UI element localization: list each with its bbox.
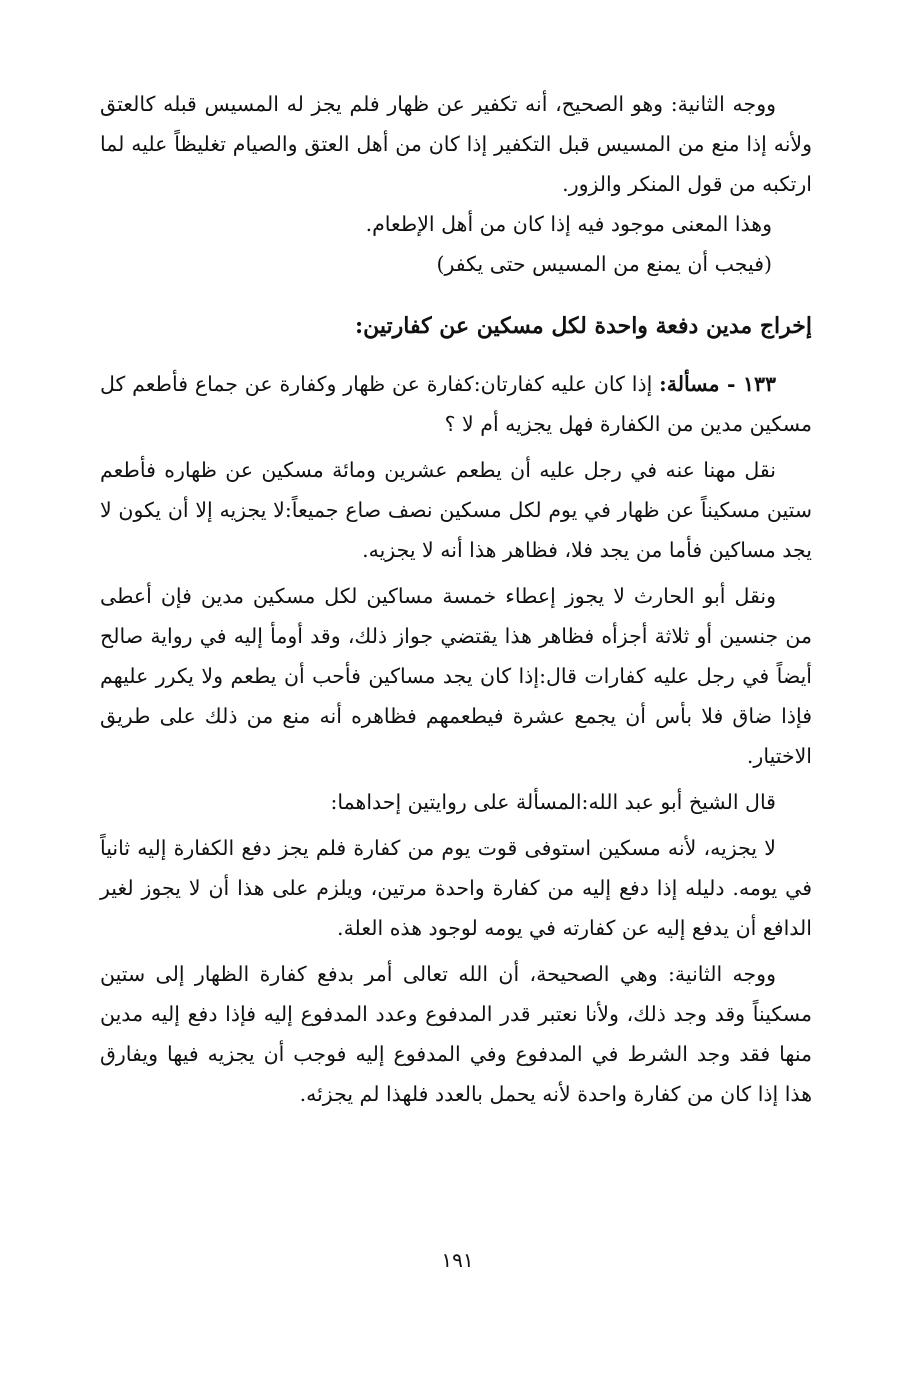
issue-number: ١٣٣ - مسألة:	[659, 372, 776, 396]
paragraph-correct-view: ووجه الثانية: وهي الصحيحة، أن الله تعالى أمر بدفع كفارة الظهار إلى ستين مسكيناً وقد وجد ذلك، ولأنا نعتبر قدر المدفوع وعدد المدفوع إليه فإذا دفع إليه مدين منها فقد وجد الشرط في المدفوع وفي المدفوع إليه فوجب أن يجزيه فيها ويفارق هذا إذا كان من كفارة واحدة لأنه يحمل بالعدد فلهذا لم يجزئه.	[100, 962, 812, 1106]
document-page	[100, 84, 812, 1114]
paragraph-meaning: وهذا المعنى موجود فيه إذا كان من أهل الإطعام.	[365, 212, 772, 236]
paragraph-conclusion: (فيجب أن يمنع من المسيس حتى يكفر)	[436, 252, 772, 276]
paragraph-issue-133	[100, 364, 812, 444]
issue-text: إذا كان عليه كفارتان:كفارة عن ظهار وكفارة عن جماع فأطعم كل مسكين مدين من الكفارة فهل يجزيه أم لا ؟	[100, 372, 812, 436]
paragraph-abu-harith: ونقل أبو الحارث لا يجوز إعطاء خمسة مساكين لكل مسكين مدين فإن أعطى من جنسين أو ثلاثة أجزأه فظاهر هذا يقتضي جواز ذلك، وقد أومأ إليه في رواية صالح أيضاً في رجل عليه كفارات قال:إذا كان يجد مساكين فأحب أن يطعم ولا يكرر عليهم فإذا ضاق فلا بأس أن يجمع عشرة فيطعمهم فظاهره أنه منع من ذلك على طريق الاختيار.	[100, 584, 812, 768]
paragraph-sheikh: قال الشيخ أبو عبد الله:المسألة على روايتين إحداهما:	[330, 790, 776, 814]
paragraph-first-view: لا يجزيه، لأنه مسكين استوفى قوت يوم من كفارة فلم يجز دفع الكفارة إليه ثانياً في يومه. دليله إذا دفع إليه من كفارة واحدة مرتين، ويلزم على هذا أن لا يجوز لغير الدافع أن يدفع إليه عن كفارته في يومه لوجود هذه العلة.	[100, 836, 812, 940]
paragraph-second-view: ووجه الثانية: وهو الصحيح، أنه تكفير عن ظهار فلم يجز له المسيس قبله كالعتق ولأنه إذا منع من المسيس قبل التكفير إذا كان من أهل العتق والصيام تغليظاً عليه لما ارتكبه من قول المنكر والزور.	[100, 92, 812, 196]
paragraph-muhanna: نقل مهنا عنه في رجل عليه أن يطعم عشرين ومائة مسكين عن ظهاره فأطعم ستين مسكيناً عن ظهار في يوم لكل مسكين نصف صاع جميعاً:لا يجزيه إلا أن يكون لا يجد مساكين فأما من يجد فلا، فظاهر هذا أنه لا يجزيه.	[100, 458, 812, 562]
page-number: ١٩١	[441, 1248, 474, 1272]
section-heading: إخراج مدين دفعة واحدة لكل مسكين عن كفارتين:	[354, 313, 812, 339]
